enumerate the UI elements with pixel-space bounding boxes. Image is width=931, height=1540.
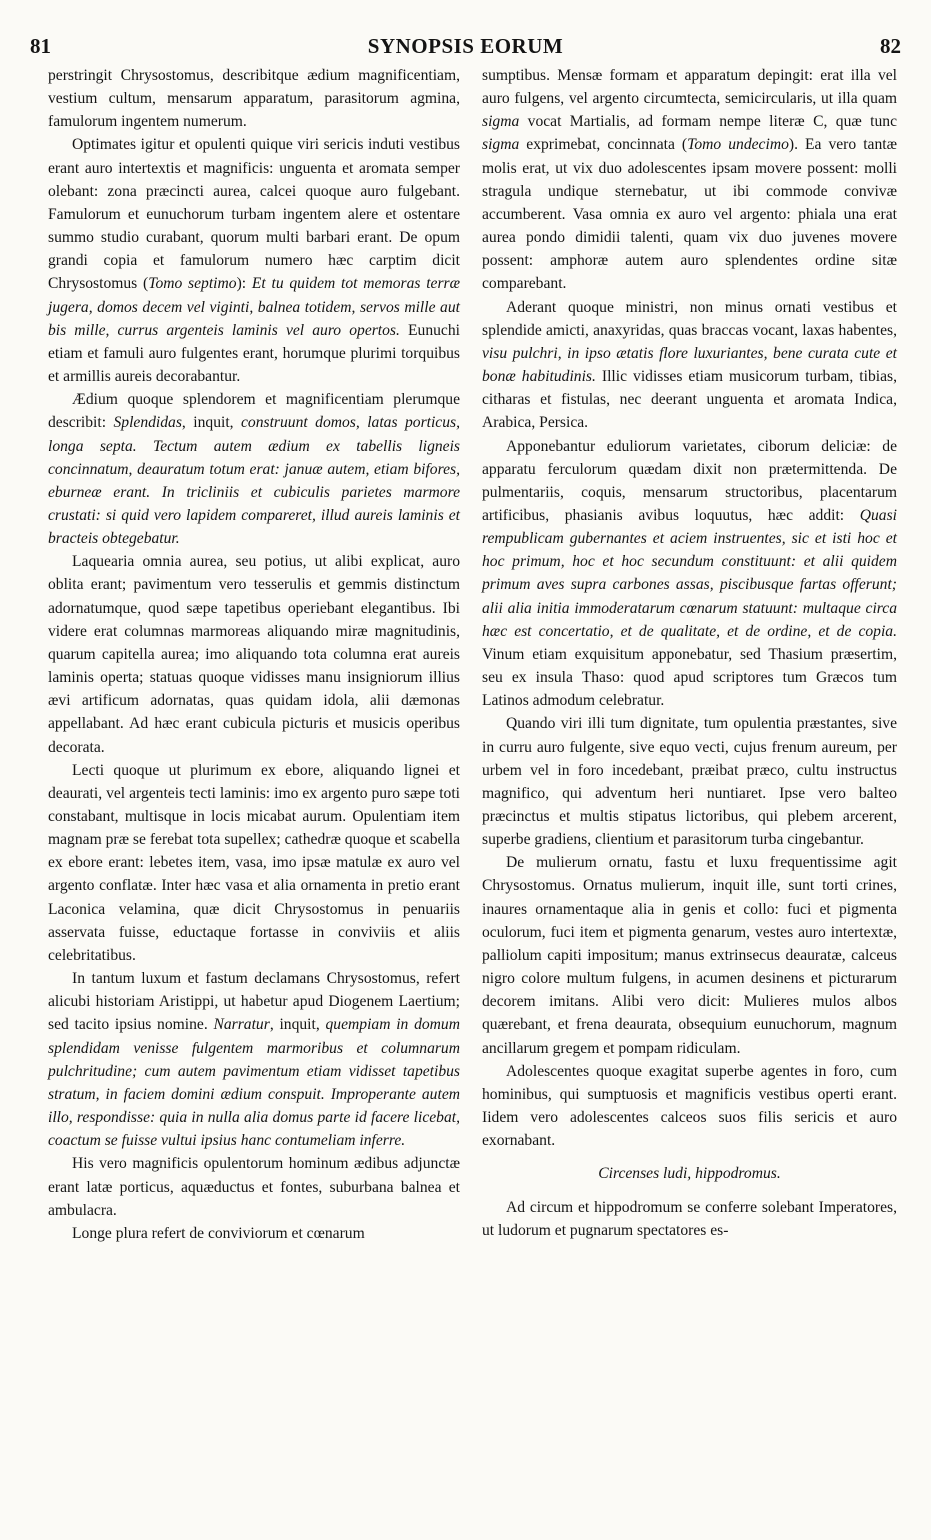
- paragraph: [482, 712, 897, 851]
- italic-text: Tomo septimo: [148, 275, 237, 293]
- italic-text: in ipso ætatis flore luxuriantes, bene curata cute et bonæ habitudinis.: [482, 344, 897, 386]
- text-run: vocat Martialis, ad formam nempe literæ C, quæ tunc: [519, 113, 897, 131]
- text-run: , inquit,: [269, 1016, 326, 1034]
- paragraph: [482, 435, 897, 713]
- text-run: Ædium quoque splendorem et magnificentiam plerumque describit:: [48, 391, 460, 432]
- italic-text: sigma: [482, 113, 520, 131]
- text-run: Laquearia omnia aurea, seu potius, ut alibi explicat, auro oblita erant; pavimentum vero tesserulis et gemmis distinctum adornatumque, quod sæpe tapetibus operiebant elegantibus. Ibi videre erat columnas marmoreas aliquando miræ magnitudinis, quarum capitella aurea; imo aliquando tota columna erat aureis laminis operta; statuas quoque vidisses manu insigniorum illius ævi artificum adornatas, quas quidam idola, alii dæmonas appellabant. Ad hæc erant cubicula picturis et musicis operibus decorata.: [48, 553, 460, 756]
- text-run: His vero magnificis opulentorum hominum ædibus adjunctæ erant latæ porticus, aquæductus et fontes, suburbana balnea et ambulacra.: [48, 1155, 460, 1219]
- paragraph: [48, 1152, 460, 1221]
- text-run: In tantum luxum et fastum declamans Chrysostomus, refert alicubi historiam Aristippi, ut habetur apud Diogenem Laertium; sed tacito ipsius nomine.: [48, 970, 460, 1034]
- paragraph: [482, 851, 897, 1059]
- running-title: SYNOPSIS EORUM: [367, 34, 564, 58]
- text-run: exprimebat, concinnata (: [519, 136, 688, 154]
- italic-text: Tomo undecimo: [687, 136, 789, 154]
- paragraph: [48, 550, 460, 758]
- left-column: [48, 64, 460, 1245]
- italic-text: visu pulchri: [482, 344, 558, 362]
- paragraph: [482, 296, 897, 435]
- page-number-right: 82: [880, 34, 901, 58]
- text-run: ):: [236, 275, 252, 293]
- page-number-left: 81: [30, 34, 51, 58]
- text-run: De mulierum ornatu, fastu et luxu frequentissime agit Chrysostomus. Ornatus mulierum, inquit ille, sunt torti crines, inaures ornamentaque alia in genis et collo: fuci et pigmenta oculorum, fuci item et pigmenta genarum, vestes auro intertextæ, palliolum capiti impositum; manus extrinsecus deauratæ, calceus nigro colore multum fulgens, in acumen desinens et picturarum decorem imitans. Alibi vero dicit: Mulieres mulos albos quærebant, et frena deaurata, obsequium eunuchorum, magnum ancillarum gregem et pompam ridiculam.: [482, 854, 897, 1057]
- right-column: [482, 64, 897, 1242]
- text-run: Apponebantur eduliorum varietates, ciborum deliciæ: de apparatu ferculorum quædam dixit non prætermittenda. De pulmentariis, coquis, mensarum structoribus, placentarum artificibus, phasianis avibus loquutus, hæc addit:: [482, 437, 897, 524]
- italic-text: Narratur: [213, 1016, 270, 1034]
- text-run: Adolescentes quoque exagitat superbe agentes in foro, cum hominibus, qui sumptuosis et magnificis vestibus operti erant. Iidem vero adolescentes calceos suos filis sericis et auro exornabant.: [482, 1062, 897, 1150]
- text-run: Illic vidisses etiam musicorum turbam, tibias, citharas et fistulas, nec deerant unguenta et aromata Indica, Arabica, Persica.: [482, 368, 897, 432]
- italic-text: Splendidas: [113, 414, 182, 432]
- text-run: Lecti quoque ut plurimum ex ebore, aliquando lignei et deaurati, vel argenteis tecti laminis: imo ex argento puro sæpe toti constabant, multisque in locis micabat aurum. Opulentiam item magnam præ se ferebat tota supellex; cathedræ quoque et scabella ex ebore erant: lebetes item, vasa, imo ipsæ matulæ ex auro vel argento conflatæ. Inter hæc vasa et alia ornamenta in pretio erant Laconica velamina, quæ dicit Chrysostomus in penuariis asservata fuisse, eductaque fortasse in conviviis et aliis celebritatibus.: [48, 761, 460, 964]
- text-run: sumptibus. Mensæ formam et apparatum depingit: erat illa vel auro fulgens, vel argento circumtecta, semicircularis, ut illa quam: [482, 67, 897, 108]
- text-run: Vinum etiam exquisitum apponebatur, sed Thasium præsertim, seu ex insula Thaso: quod apud scriptores tum Græcos tum Latinos admodum celebratur.: [482, 645, 897, 710]
- paragraph: [48, 967, 460, 1152]
- paragraph: [48, 64, 460, 133]
- paragraph: [48, 133, 460, 388]
- paragraph: [482, 1060, 897, 1153]
- text-run: Ad circum et hippodromum se conferre solebant Imperatores, ut ludorum et pugnarum spectatores es-: [482, 1198, 897, 1239]
- paragraph: [48, 1222, 460, 1245]
- paragraph: [48, 759, 460, 967]
- text-run: Quando viri illi tum dignitate, tum opulentia præstantes, sive in curru auro fulgente, sive equo vecti, cujus frenum aureum, per urbem vel in foro incedebant, præibat præco, cultu instructus magnifico, qui adventum heri nuntiaret. Ipse vero balteo præcinctus et multis stipatus lictoribus, qui plebem arcerent, superbe gradiens, clientium et parasitorum turba cingebantur.: [482, 715, 897, 849]
- running-header: [30, 34, 901, 60]
- italic-text: quempiam in domum splendidam venisse fulgentem marmoribus et columnarum pulchritudine; cum autem pavimentum etiam vidisset tapetibus stratum, in faciem domini ædium conspuit. Improperante autem illo, respondisse: quia in nulla alia domus parte id facere licebat, coactum se fuisse vultui ipsius hanc contumeliam inferre.: [48, 1016, 460, 1150]
- text-run: Longe plura refert de conviviorum et cœnarum: [72, 1224, 365, 1242]
- text-run: Eunuchi etiam et famuli auro fulgentes erant, horumque plurimi torquibus et armillis aureis decorabantur.: [48, 321, 460, 386]
- text-run: , inquit,: [181, 414, 241, 432]
- paragraph: [482, 64, 897, 296]
- italic-text: Et tu quidem tot memoras terræ jugera, domos decem vel viginti, balnea totidem, servos mille aut bis mille, currus argenteis laminis vel auro opertos.: [48, 275, 460, 339]
- italic-text: sigma: [482, 136, 520, 154]
- paragraph: [482, 1196, 897, 1242]
- italic-text: Circenses ludi, hippodromus.: [598, 1165, 781, 1183]
- italic-text: Quasi rempublicam gubernantes et aciem instruentes, sic et isti hoc et hoc primum, hoc et hoc secundum constituunt: et alii quidem primum aves supra carbones assas, piscibusque fartas offerunt; alii alia initia immoderatarum cœnarum statuunt: multaque circa hæc est concertatio, et de qualitate, et de ordine, et de copia.: [482, 506, 897, 640]
- text-run: ). Ea vero tantæ molis erat, ut vix duo adolescentes ipsam movere possent: molli stragula undique sternebatur, ut ibi commode convivæ accumberent. Vasa omnia ex auro vel argento: phiala una erat aurea pondo dimidii talenti, quam vix duo juvenes movere possent: amphoræ autem auro splendentes ordine sitæ comparebant.: [482, 136, 897, 293]
- text-run: perstringit Chrysostomus, describitque ædium magnificentiam, vestium cultum, mensarum apparatum, parasitorum agmina, famulorum ingentem numerum.: [48, 67, 460, 131]
- paragraph: [48, 388, 460, 550]
- text-run: Optimates igitur et opulenti quique viri sericis induti vestibus erant auro intertextis et magnificis: unguenta et aromata semper olebant: zona præcincti aurea, calcei quoque auro fulgebant. Famulorum et eunuchorum turbam ingentem alere et ostentare summo studio curabant, quorum multi barbari erant. De opum grandi copia et famulorum numero hæc carptim dicit Chrysostomus (: [48, 136, 460, 293]
- italic-text: construunt domos, latas porticus, longa septa. Tectum autem ædium ex tabellis ligneis concinnatum, deauratum totum erat: januæ autem, etiam bifores, eburneæ erant. In tricliniis et cubiculis parietes marmore crustati: si quid vero lapidem compareret, illud aureis laminis et bracteis obtegebatur.: [48, 414, 460, 548]
- text-run: ,: [557, 344, 568, 362]
- text-run: Aderant quoque ministri, non minus ornati vestibus et splendide amicti, anaxyridas, quas braccas vocant, laxas habentes,: [482, 298, 897, 339]
- section-heading: [482, 1162, 897, 1185]
